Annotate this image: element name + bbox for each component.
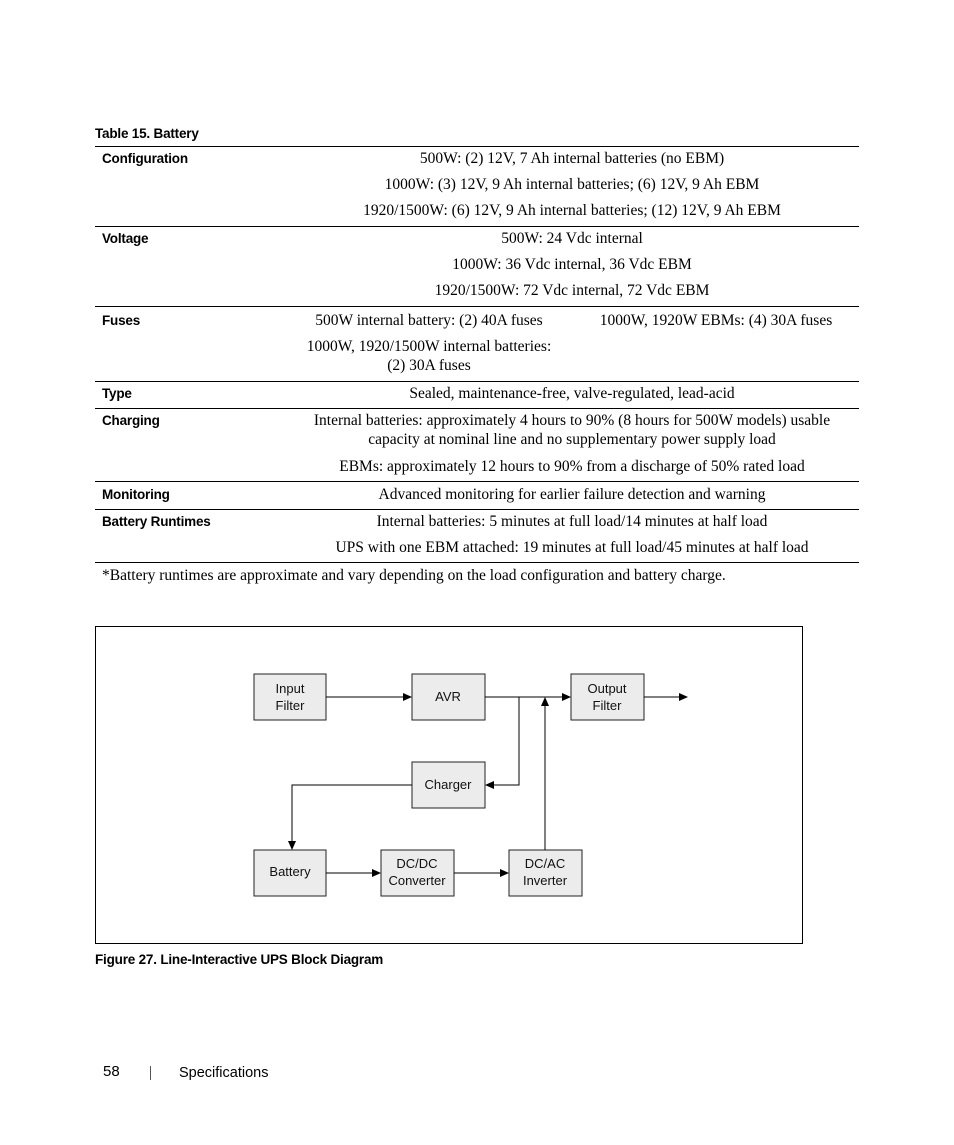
block-label: Input (275, 681, 305, 696)
block-label: AVR (435, 689, 461, 704)
table-cell: Advanced monitoring for earlier failure detection and warning (378, 486, 766, 503)
table-cell: 1000W: 36 Vdc internal, 36 Vdc EBM (452, 256, 692, 273)
table-cell: 500W internal battery: (2) 40A fuses (315, 312, 543, 329)
table-cell: UPS with one EBM attached: 19 minutes at full load/45 minutes at half load (335, 539, 809, 556)
row-label-voltage: Voltage (102, 231, 149, 246)
table-cell: EBMs: approximately 12 hours to 90% from a discharge of 50% rated load (339, 458, 805, 475)
row-label-monitoring: Monitoring (102, 487, 170, 502)
block-label: Converter (388, 873, 446, 888)
block-label: Battery (269, 864, 311, 879)
row-label-configuration: Configuration (102, 151, 188, 166)
arrow-to-charger (486, 697, 519, 785)
table-cell: 1920/1500W: 72 Vdc internal, 72 Vdc EBM (434, 282, 710, 299)
row-label-fuses: Fuses (102, 313, 141, 328)
page-number: 58 (103, 1063, 120, 1080)
table-cell: capacity at nominal line and no supplementary power supply load (368, 431, 776, 448)
table-cell: 500W: (2) 12V, 7 Ah internal batteries (no EBM) (419, 150, 725, 167)
row-label-battery-runtimes: Battery Runtimes (102, 514, 211, 529)
block-label: Inverter (522, 873, 568, 888)
block-label: Filter (275, 698, 305, 713)
block-label: DC/AC (524, 856, 566, 871)
block-label: Charger (424, 777, 472, 792)
table-cell: Internal batteries: 5 minutes at full load/14 minutes at half load (376, 513, 768, 530)
table-footnote: *Battery runtimes are approximate and vary depending on the load configuration and battery charge. (102, 567, 726, 584)
block-label: Filter (592, 698, 622, 713)
section-name: Specifications (179, 1065, 269, 1081)
table-cell: Internal batteries: approximately 4 hours to 90% (8 hours for 500W models) usable (313, 412, 831, 429)
row-label-charging: Charging (102, 413, 160, 428)
block-label: Output (587, 681, 627, 696)
block-label: DC/DC (396, 856, 438, 871)
table-cell: 1000W: (3) 12V, 9 Ah internal batteries; (6) 12V, 9 Ah EBM (384, 176, 760, 193)
arrow-charger-to-battery (292, 785, 412, 849)
figure-caption: Figure 27. Line-Interactive UPS Block Diagram (95, 952, 384, 967)
footer-divider (150, 1066, 151, 1080)
row-label-type: Type (102, 386, 132, 401)
table-cell: 1000W, 1920/1500W internal batteries: (306, 338, 552, 355)
table-cell: (2) 30A fuses (387, 357, 471, 374)
table-cell: 500W: 24 Vdc internal (501, 230, 643, 247)
table-cell: 1920/1500W: (6) 12V, 9 Ah internal batteries; (12) 12V, 9 Ah EBM (363, 202, 781, 219)
table-cell: 1000W, 1920W EBMs: (4) 30A fuses (599, 312, 833, 329)
table-cell: Sealed, maintenance-free, valve-regulated, lead-acid (409, 385, 735, 402)
table-caption: Table 15. Battery (95, 126, 199, 141)
